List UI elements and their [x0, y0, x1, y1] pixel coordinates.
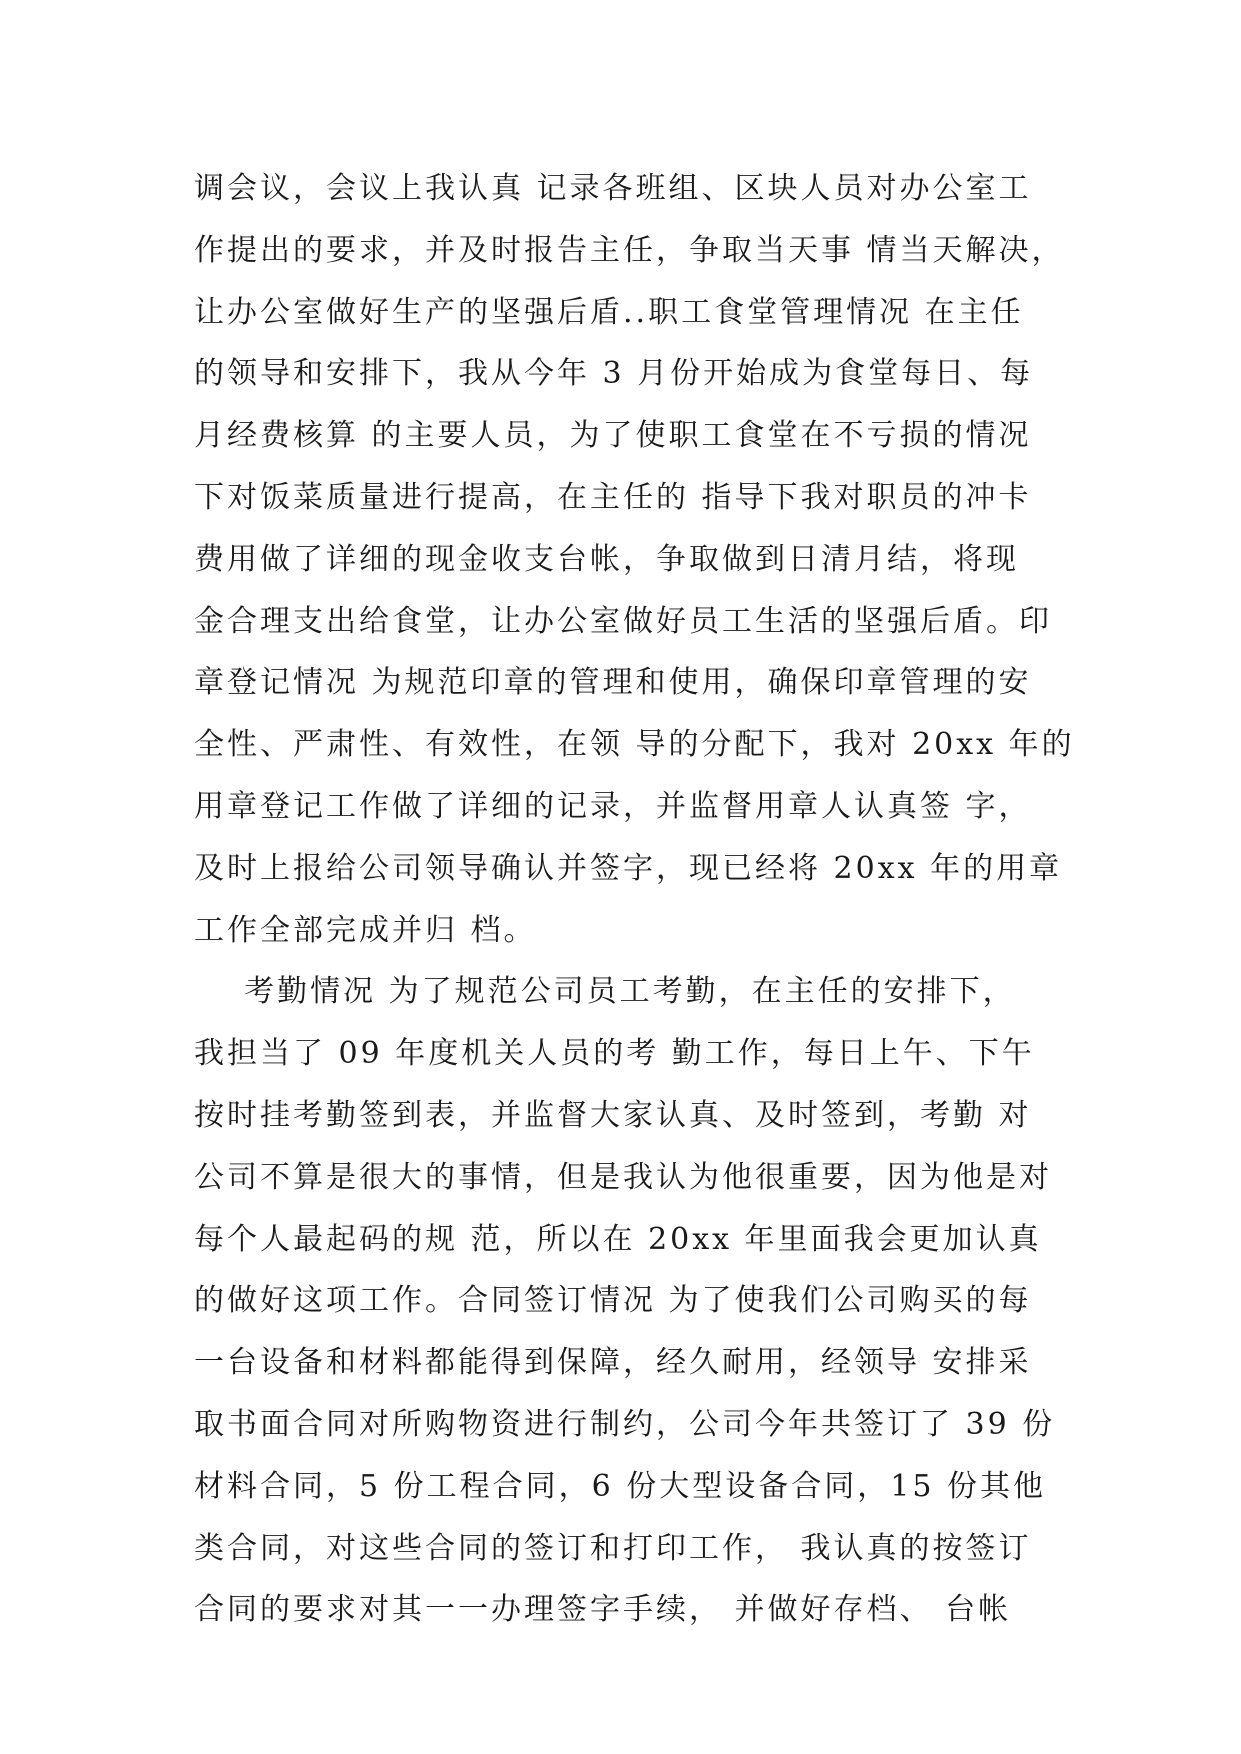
text-line: 月经费核算 的主要人员，为了使职工食堂在不亏损的情况: [194, 418, 1032, 454]
text-line: 的做好这项工作。合同签订情况 为了使我们公司购买的每: [194, 1283, 1032, 1319]
text-line: 的领导和安排下，我从今年 3 月份开始成为食堂每日、每: [194, 356, 1034, 392]
body-text: [194, 158, 1074, 1641]
text-line: 材料合同，5 份工程合同，6 份大型设备合同，15 份其他: [194, 1468, 1046, 1504]
text-line: 下对饭菜质量进行提高，在主任的 指导下我对职员的冲卡: [194, 479, 1032, 515]
text-line: 作提出的要求，并及时报告主任，争取当天事 情当天解决，: [194, 232, 1065, 268]
text-line: 费用做了详细的现金收支台帐，争取做到日清月结，将现: [194, 541, 1019, 577]
text-line: 金合理支出给食堂，让办公室做好员工生活的坚强后盾。印: [194, 603, 1052, 639]
text-line: 及时上报给公司领导确认并签字，现已经将 20xx 年的用章: [194, 850, 1063, 886]
text-line: 让办公室做好生产的坚强后盾..职工食堂管理情况 在主任: [194, 294, 1024, 330]
text-line: 全性、严肃性、有效性，在领 导的分配下，我对 20xx 年的: [194, 727, 1075, 763]
text-line: 用章登记工作做了详细的记录，并监督用章人认真签 字，: [194, 788, 1032, 824]
text-line: 工作全部完成并归 档。: [194, 912, 537, 948]
text-line: 类合同，对这些合同的签订和打印工作， 我认真的按签订: [194, 1530, 1032, 1566]
text-line: 章登记情况 为规范印章的管理和使用，确保印章管理的安: [194, 665, 1032, 701]
text-line: 公司不算是很大的事情，但是我认为他很重要，因为他是对: [194, 1159, 1052, 1195]
text-line: 一台设备和材料都能得到保障，经久耐用，经领导 安排采: [194, 1345, 1032, 1381]
text-line: 取书面合同对所购物资进行制约，公司今年共签订了 39 份: [194, 1406, 1056, 1442]
text-line: 考勤情况 为了规范公司员工考勤，在主任的安排下，: [194, 974, 1016, 1010]
text-line: 每个人最起码的规 范，所以在 20xx 年里面我会更加认真: [194, 1221, 1042, 1257]
text-line: 合同的要求对其一一办理签字手续， 并做好存档、 台帐: [194, 1592, 1012, 1628]
text-line: 我担当了 09 年度机关人员的考 勤工作，每日上午、下午: [194, 1036, 1035, 1072]
text-line: 按时挂考勤签到表，并监督大家认真、及时签到，考勤 对: [194, 1097, 1032, 1133]
text-line: 调会议，会议上我认真 记录各班组、区块人员对办公室工: [194, 171, 1032, 206]
